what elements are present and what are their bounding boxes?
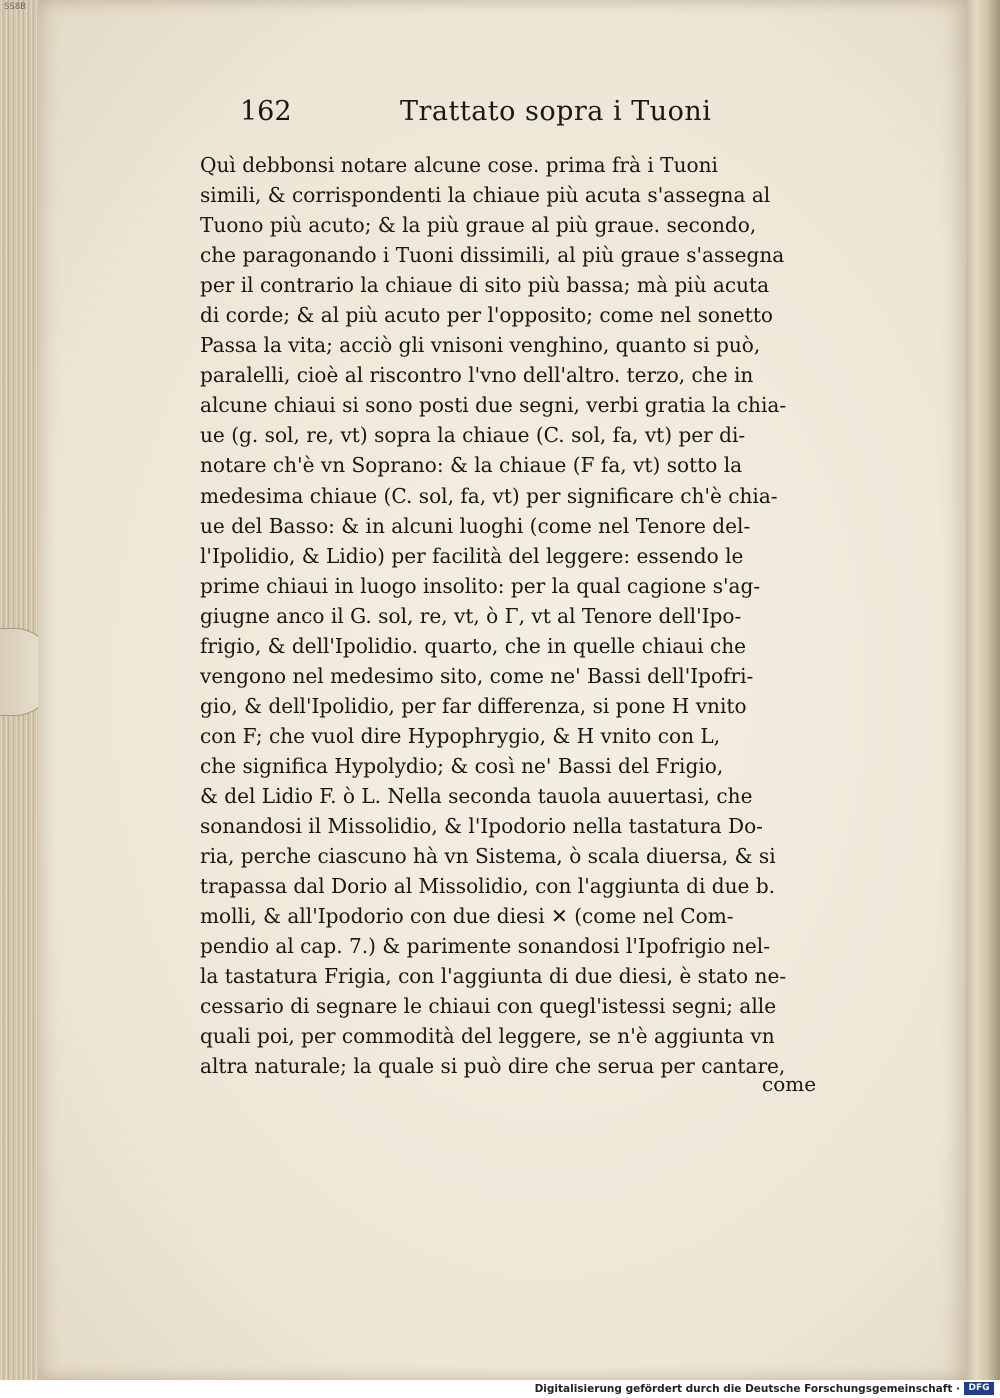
text-line: altra naturale; la quale si può dire che serua per cantare,: [200, 1054, 786, 1079]
text-line: ria, perche ciascuno hà vn Sistema, ò scala diuersa, & si: [200, 844, 776, 869]
corner-shelf-mark: SS8B: [4, 2, 26, 12]
text-line: ue (g. sol, re, vt) sopra la chiaue (C. sol, fa, vt) per di-: [200, 423, 746, 448]
text-line: medesima chiaue (C. sol, fa, vt) per significare ch'è chia-: [200, 483, 778, 508]
text-line: molli, & all'Ipodorio con due diesi ✕ (come nel Com-: [200, 904, 734, 929]
text-line: notare ch'è vn Soprano: & la chiaue (F fa, vt) sotto la: [200, 453, 743, 478]
text-line: Passa la vita; acciò gli vnisoni venghino, quanto si può,: [200, 333, 761, 358]
text-line: quali poi, per commodità del leggere, se n'è aggiunta vn: [200, 1024, 775, 1049]
text-line: Tuono più acuto; & la più graue al più graue. secondo,: [200, 213, 757, 238]
text-line: che significa Hypolydio; & così ne' Bassi del Frigio,: [200, 753, 724, 778]
text-line: prime chiaui in luogo insolito: per la qual cagione s'ag-: [200, 573, 761, 598]
text-line: & del Lidio F. ò L. Nella seconda tauola auuertasi, che: [200, 783, 753, 808]
running-head-title: Trattato sopra i Tuoni: [400, 96, 712, 127]
text-line: ue del Basso: & in alcuni luoghi (come nel Tenore del-: [200, 513, 751, 538]
right-page-edges: [966, 0, 1000, 1380]
text-line: con F; che vuol dire Hypophrygio, & H vnito con L,: [200, 723, 721, 748]
text-line: frigio, & dell'Ipolidio. quarto, che in quelle chiaui che: [200, 633, 747, 658]
body-text: [200, 150, 850, 1081]
text-line: che paragonando i Tuoni dissimili, al più graue s'assegna: [200, 243, 785, 268]
text-line: simili, & corrispondenti la chiaue più acuta s'assegna al: [200, 183, 771, 208]
text-line: Quì debbonsi notare alcune cose. prima frà i Tuoni: [200, 153, 718, 177]
text-line: paralelli, cioè al riscontro l'vno dell'altro. terzo, che in: [200, 363, 754, 388]
text-line: gio, & dell'Ipolidio, per far differenza, si pone H vnito: [200, 693, 747, 718]
text-line: pendio al cap. 7.) & parimente sonandosi l'Ipofrigio nel-: [200, 934, 770, 959]
text-line: vengono nel medesimo sito, come ne' Bassi dell'Ipofri-: [200, 663, 754, 688]
text-line: la tastatura Frigia, con l'aggiunta di due diesi, è stato ne-: [200, 964, 787, 989]
text-line: cessario di segnare le chiaui con quegl'istessi segni; alle: [200, 994, 777, 1019]
catchword: come: [762, 1072, 817, 1096]
running-head: [200, 96, 840, 146]
text-line: per il contrario la chiaue di sito più bassa; mà più acuta: [200, 273, 770, 298]
text-line: sonandosi il Missolidio, & l'Ipodorio nella tastatura Do-: [200, 814, 763, 839]
text-line: giugne anco il G. sol, re, vt, ò Γ, vt al Tenore dell'Ipo-: [200, 603, 742, 628]
text-line: l'Ipolidio, & Lidio) per facilità del leggere: essendo le: [200, 543, 744, 568]
dfg-logo-icon: DFG: [964, 1382, 994, 1395]
text-line: di corde; & al più acuto per l'opposito; come nel sonetto: [200, 303, 774, 328]
page-number: 162: [240, 96, 292, 127]
digitization-credit: Digitalisierung gefördert durch die Deutsche Forschungsgemeinschaft ·: [534, 1383, 960, 1395]
text-line: alcune chiaui si sono posti due segni, verbi gratia la chia-: [200, 393, 787, 418]
text-line: trapassa dal Dorio al Missolidio, con l'aggiunta di due b.: [200, 874, 776, 899]
